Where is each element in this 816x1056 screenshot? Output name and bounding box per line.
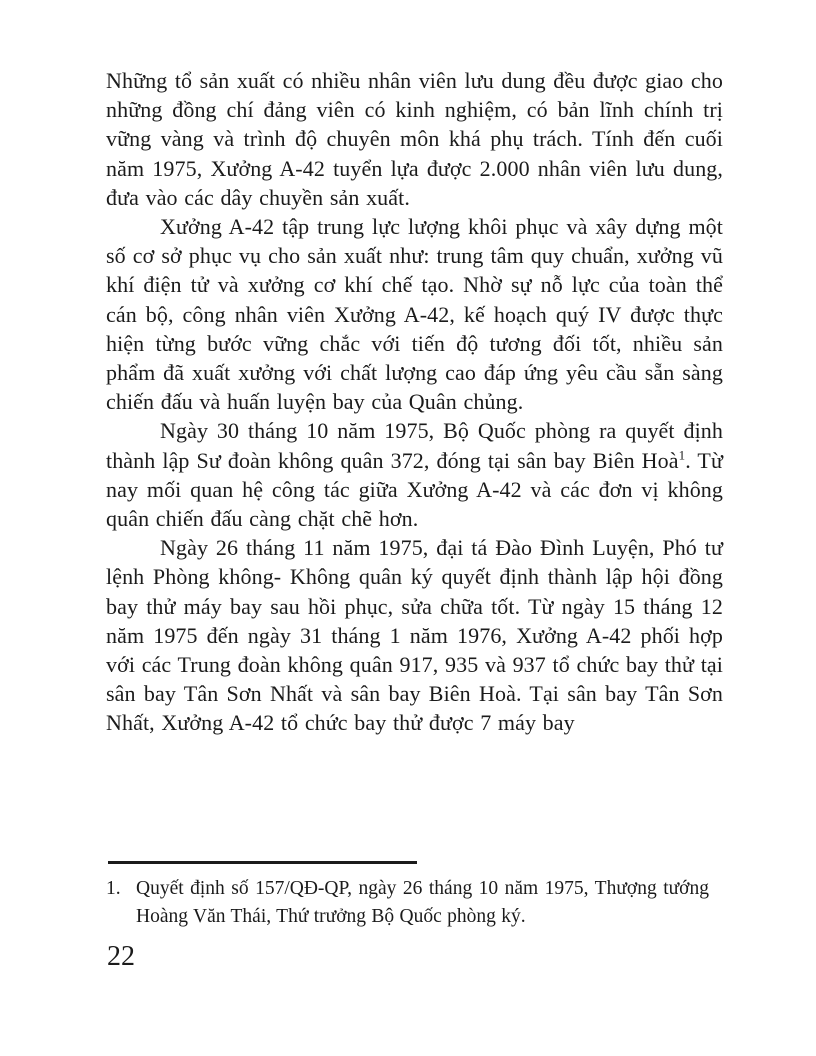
body-text-block — [106, 66, 723, 738]
footnote-ref-1: 1 — [678, 447, 686, 463]
footnote-separator — [108, 861, 417, 864]
paragraph-3-continuation: . Từ nay mối quan hệ công tác giữa Xưởng A-42 và các đơn vị không quân chiến đấu càng chặt chẽ hơn. — [106, 447, 723, 532]
paragraph-3 — [106, 416, 723, 533]
footnote-text: Quyết định số 157/QĐ-QP, ngày 26 tháng 10 năm 1975, Thượng tướng Hoàng Văn Thái, Thứ trưởng Bộ Quốc phòng ký. — [136, 878, 709, 927]
page-number: 22 — [107, 941, 135, 972]
footnote-area — [106, 861, 709, 930]
footnote-1 — [106, 875, 709, 930]
paragraph-3-text: Ngày 30 tháng 10 năm 1975, Bộ Quốc phòng ra quyết định thành lập Sư đoàn không quân 372, đóng tại sân bay Biên Hoà — [106, 418, 723, 473]
paragraph-1: Những tổ sản xuất có nhiều nhân viên lưu dung đều được giao cho những đồng chí đảng viên có kinh nghiệm, có bản lĩnh chính trị vững vàng và trình độ chuyên môn khá phụ trách. Tính đến cuối năm 1975, Xưởng A-42 tuyển lựa được 2.000 nhân viên lưu dung, đưa vào các dây chuyền sản xuất. — [106, 68, 723, 210]
footnote-marker: 1. — [106, 878, 121, 899]
paragraph-2: Xưởng A-42 tập trung lực lượng khôi phục và xây dựng một số cơ sở phục vụ cho sản xuất như: trung tâm quy chuẩn, xưởng vũ khí điện tử và xưởng cơ khí chế tạo. Nhờ sự nỗ lực của toàn thể cán bộ, công nhân viên Xưởng A-42, kế hoạch quý IV được thực hiện từng bước vững chắc với tiến độ tương đối tốt, nhiều sản phẩm đã xuất xưởng với chất lượng cao đáp ứng yêu cầu sẵn sàng chiến đấu và huấn luyện bay của Quân chủng. — [106, 214, 723, 415]
paragraph-4: Ngày 26 tháng 11 năm 1975, đại tá Đào Đình Luyện, Phó tư lệnh Phòng không- Không quân ký quyết định thành lập hội đồng bay thử máy bay sau hồi phục, sửa chữa tốt. Từ ngày 15 tháng 12 năm 1975 đến ngày 31 tháng 1 năm 1976, Xưởng A-42 phối hợp với các Trung đoàn không quân 917, 935 và 937 tổ chức bay thử tại sân bay Tân Sơn Nhất và sân bay Biên Hoà. Tại sân bay Tân Sơn Nhất, Xưởng A-42 tổ chức bay thử được 7 máy bay — [106, 535, 723, 736]
